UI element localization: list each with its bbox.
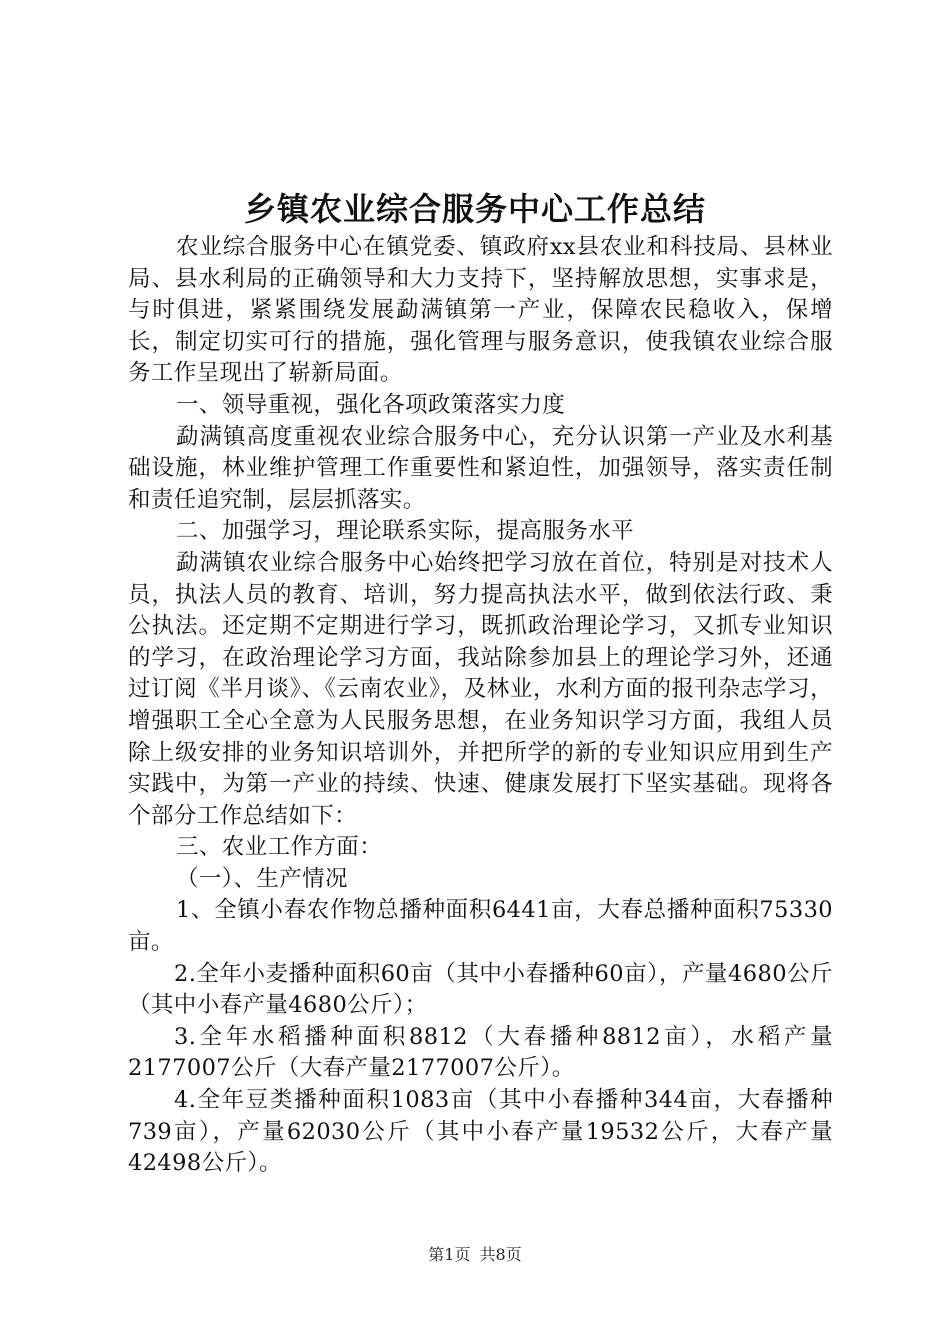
document-body [128,232,833,1180]
list-item-4: 4.全年豆类播种面积1083亩（其中小春播种344亩，大春播种739亩），产量62030公斤（其中小春产量19532公斤，大春产量42498公斤）。 [128,1087,833,1177]
page-number: 第1页 [428,1245,471,1264]
subsection-heading: （一）、生产情况 [176,865,348,892]
section-heading-1: 一、领导重视，强化各项政策落实力度 [176,391,566,418]
list-item-1: 1、全镇小春农作物总播种面积6441亩，大春总播种面积75330亩。 [128,897,833,956]
list-item-3: 3.全年水稻播种面积8812（大春播种8812亩），水稻产量2177007公斤（大春产量2177007公斤）。 [128,1023,833,1082]
section-heading-2: 二、加强学习，理论联系实际，提高服务水平 [176,518,635,545]
list-item-2: 2.全年小麦播种面积60亩（其中小春播种60亩），产量4680公斤（其中小春产量4680公斤）； [128,960,833,1019]
paragraph-leadership: 勐满镇高度重视农业综合服务中心，充分认识第一产业及水利基础设施，林业维护管理工作重要性和紧迫性，加强领导，落实责任制和责任追究制，层层抓落实。 [128,423,833,513]
paragraph-study: 勐满镇农业综合服务中心始终把学习放在首位，特别是对技术人员，执法人员的教育、培训，努力提高执法水平，做到依法行政、秉公执法。还定期不定期进行学习，既抓政治理论学习，又抓专业知识的学习，在政治理论学习方面，我站除参加县上的理论学习外，还通过订阅《半月谈》、《云南农业》，及林业，水利方面的报刊杂志学习，增强职工全心全意为人民服务思想，在业务知识学习方面，我组人员除上级安排的业务知识培训外，并把所学的新的专业知识应用到生产实践中，为第一产业的持续、快速、健康发展打下坚实基础。现将各个部分工作总结如下： [128,549,833,829]
paragraph-intro: 农业综合服务中心在镇党委、镇政府xx县农业和科技局、县林业局、县水利局的正确领导和大力支持下，坚持解放思想，实事求是，与时俱进，紧紧围绕发展勐满镇第一产业，保障农民稳收入，保增长，制定切实可行的措施，强化管理与服务意识，使我镇农业综合服务工作呈现出了崭新局面。 [128,234,833,387]
page-total: 共8页 [479,1245,522,1264]
section-heading-3: 三、农业工作方面： [176,834,383,861]
page-footer [0,1244,950,1266]
document-title: 乡镇农业综合服务中心工作总结 [243,190,706,228]
